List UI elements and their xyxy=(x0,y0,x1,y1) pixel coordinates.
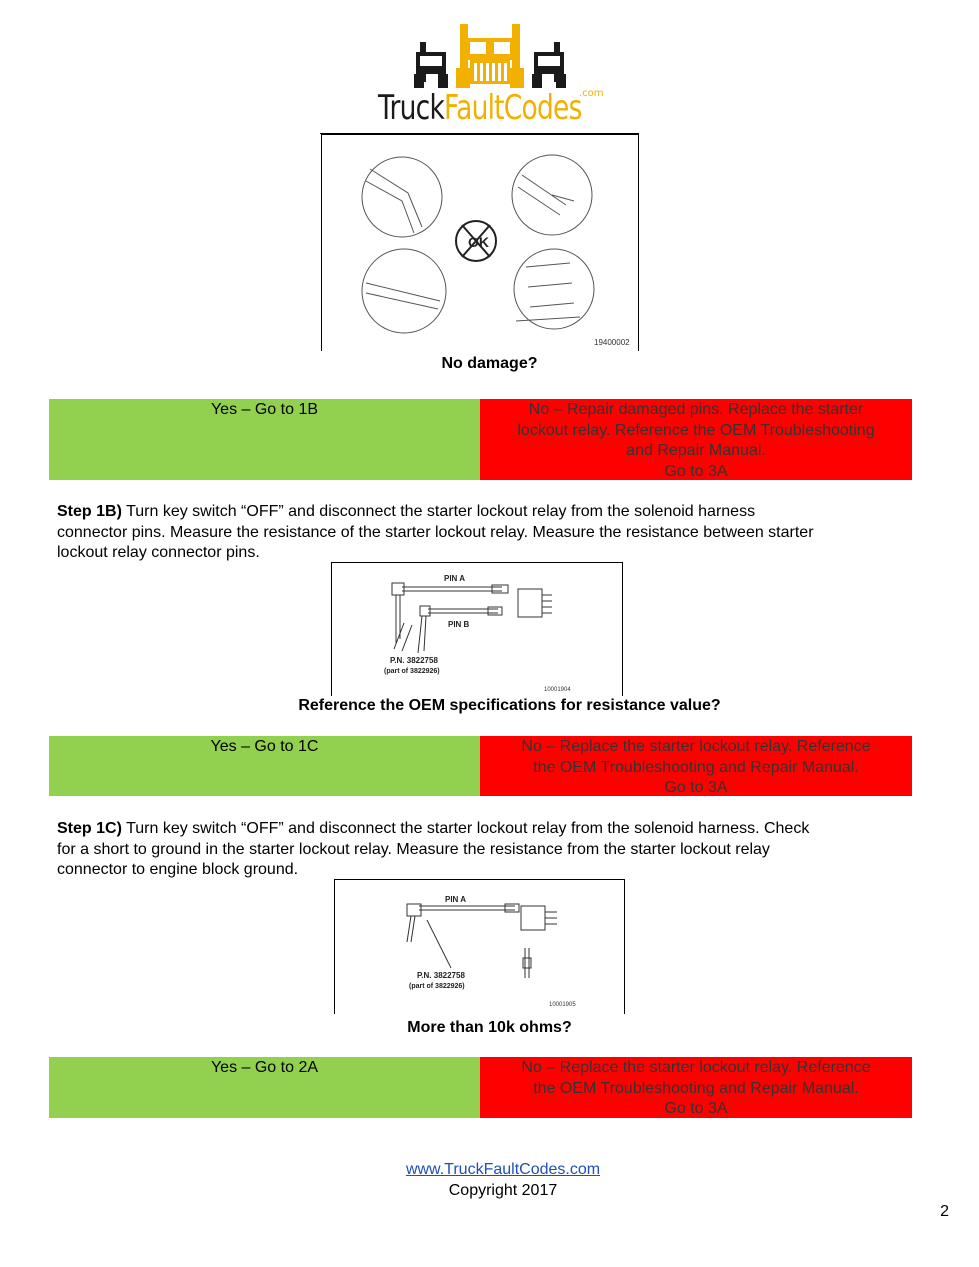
figure2-pin-b: PIN B xyxy=(448,620,470,629)
figure3-part-of: (part of 3822926) xyxy=(409,983,465,990)
figure-relay-pins xyxy=(331,562,623,696)
figure2-code: 10001904 xyxy=(544,687,571,693)
footer-copyright: Copyright 2017 xyxy=(448,1182,558,1199)
figure1-code: 19400002 xyxy=(594,338,630,347)
figure3-pin-a: PIN A xyxy=(445,895,467,904)
yes-answer-1: Yes – Go to 1B xyxy=(49,399,480,480)
logo-wordmark: TruckFaultCodes xyxy=(378,88,582,128)
figure2-part-of: (part of 3822926) xyxy=(384,668,440,675)
no-answer-1: No – Repair damaged pins. Replace the starter lockout relay. Reference the OEM Troubleshooting and Repair Manual. Go to 3A xyxy=(480,399,912,480)
figure2-part-number: P.N. 3822758 xyxy=(390,656,438,665)
yes-answer-2: Yes – Go to 1C xyxy=(49,736,480,796)
no-answer-2: No – Replace the starter lockout relay. Reference the OEM Troubleshooting and Repair Manual. Go to 3A xyxy=(480,736,912,796)
answer-row-1 xyxy=(49,399,912,480)
question-resistance-value: Reference the OEM specifications for resistance value? xyxy=(298,697,721,714)
footer-website-link[interactable]: www.TruckFaultCodes.com xyxy=(405,1161,601,1178)
figure-pin-damage xyxy=(321,134,639,351)
figure2-pin-a: PIN A xyxy=(444,574,466,583)
question-more-than-10k: More than 10k ohms? xyxy=(407,1019,572,1036)
relay-ground-diagram xyxy=(335,880,624,1014)
yes-answer-3: Yes – Go to 2A xyxy=(49,1057,480,1118)
truck-fault-codes-logo xyxy=(370,20,610,132)
no-answer-3: No – Replace the starter lockout relay. Reference the OEM Troubleshooting and Repair Manual. Go to 3A xyxy=(480,1057,912,1118)
answer-row-3 xyxy=(49,1057,912,1118)
figure-relay-ground xyxy=(334,879,625,1014)
answer-row-2 xyxy=(49,736,912,796)
pin-damage-illustration xyxy=(322,135,638,351)
figure3-code: 10001905 xyxy=(549,1002,576,1008)
relay-pins-diagram xyxy=(332,563,622,696)
truck-icon xyxy=(370,20,610,90)
step-1c-text: Step 1C) Turn key switch “OFF” and disconnect the starter lockout relay from the solenoid harness. Check for a short to ground in the starter lockout relay. Measure the resistance from the starter lockout relay connector to engine block ground. xyxy=(57,820,810,878)
page-number: 2 xyxy=(940,1203,949,1220)
question-no-damage: No damage? xyxy=(441,355,538,372)
figure3-part-number: P.N. 3822758 xyxy=(417,971,465,980)
step-1b-text: Step 1B) Turn key switch “OFF” and disconnect the starter lockout relay from the solenoid harness connector pins. Measure the resistance of the starter lockout relay. Measure the resistance between starter lockout relay connector pins. xyxy=(57,503,814,561)
svg-text:OK: OK xyxy=(468,234,489,250)
logo-tld: .com xyxy=(579,88,604,99)
